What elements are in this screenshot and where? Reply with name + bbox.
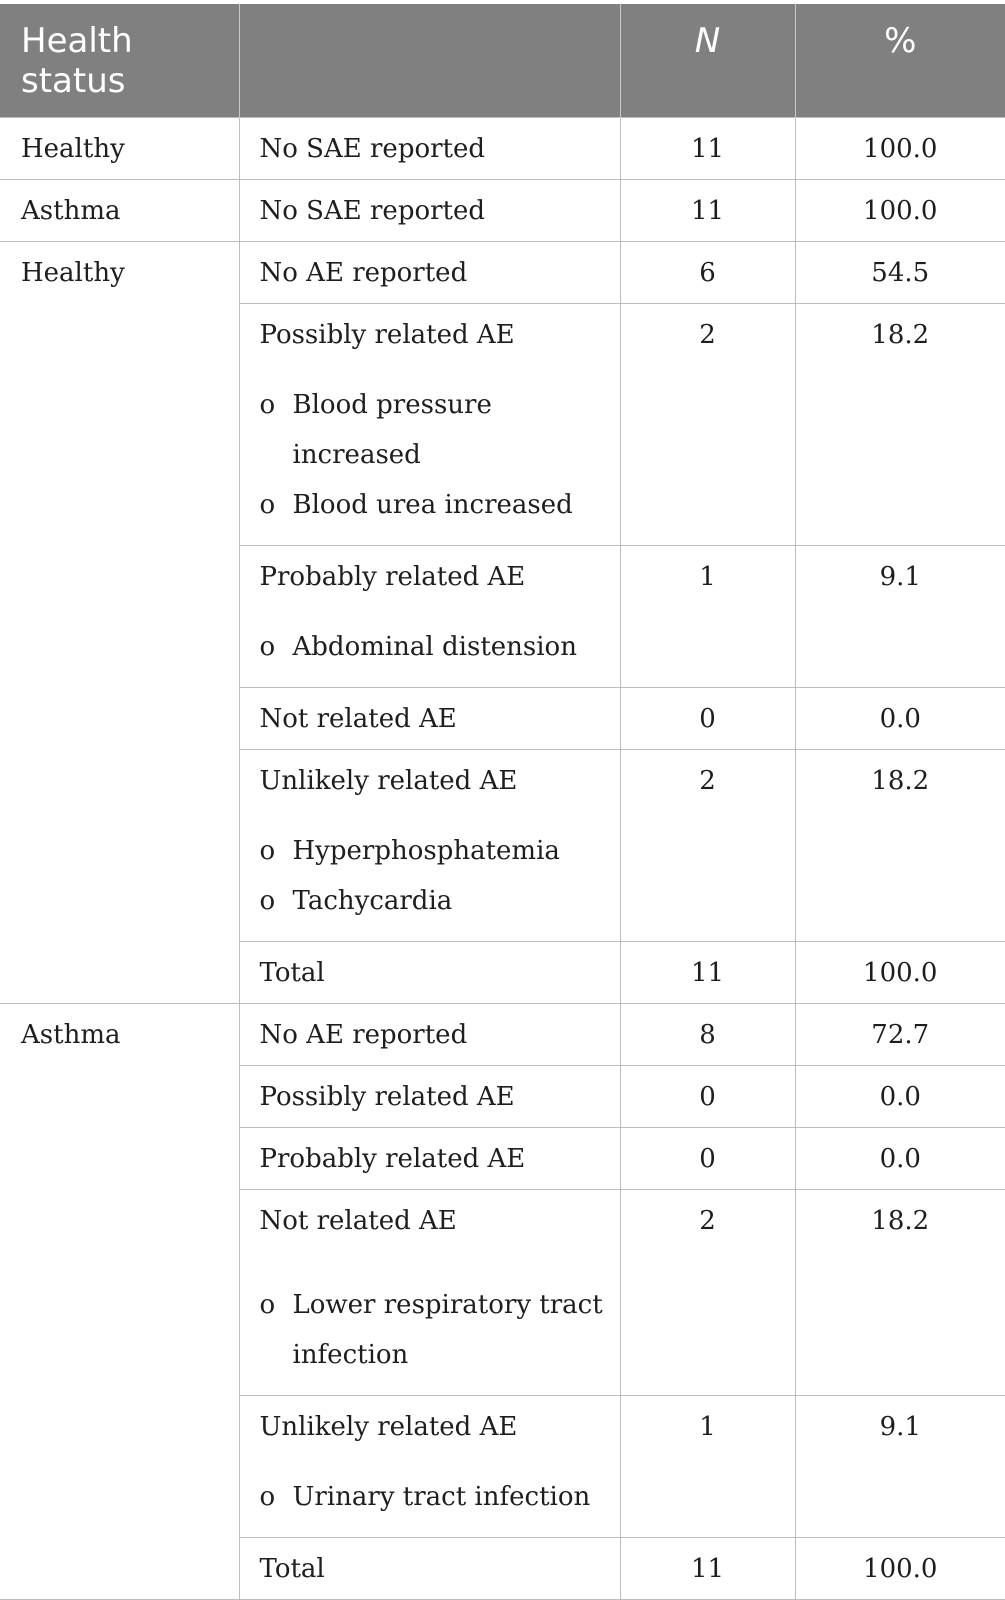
list-item	[260, 1280, 610, 1380]
bullet-marker: o	[259, 390, 276, 420]
total-cell: Total	[239, 942, 620, 1004]
count-cell: 1	[620, 1396, 795, 1538]
header-description	[239, 4, 620, 118]
count-cell: 8	[620, 1004, 795, 1066]
list-item	[260, 622, 610, 672]
count-cell: 11	[620, 118, 795, 180]
percent-cell: 72.7	[795, 1004, 1005, 1066]
event-cell	[239, 1396, 620, 1538]
event-detail: Blood urea increased	[292, 490, 573, 520]
table-row	[0, 180, 1005, 242]
percent-cell: 100.0	[795, 1538, 1005, 1600]
event-detail: Abdominal distension	[292, 632, 577, 662]
event-label: Unlikely related AE	[259, 766, 518, 796]
count-cell: 0	[620, 1128, 795, 1190]
header-row	[0, 4, 1005, 118]
bullet-marker: o	[259, 886, 276, 916]
count-cell: 11	[620, 942, 795, 1004]
percent-cell: 18.2	[795, 750, 1005, 942]
health-status-cell: Asthma	[0, 1004, 239, 1600]
event-label: Probably related AE	[259, 562, 526, 592]
header-n: N	[620, 4, 795, 118]
event-detail: Hyperphosphatemia	[292, 836, 560, 866]
count-cell: 0	[620, 1066, 795, 1128]
percent-cell: 100.0	[795, 118, 1005, 180]
list-item	[260, 480, 610, 530]
event-cell: No SAE reported	[239, 180, 620, 242]
event-detail: Lower respiratory tract infection	[292, 1290, 603, 1370]
event-cell: Not related AE	[239, 688, 620, 750]
event-cell: No SAE reported	[239, 118, 620, 180]
count-cell: 2	[620, 304, 795, 546]
count-cell: 2	[620, 1190, 795, 1396]
event-detail: Tachycardia	[292, 886, 453, 916]
event-cell: Probably related AE	[239, 1128, 620, 1190]
total-cell: Total	[239, 1538, 620, 1600]
list-item	[260, 876, 610, 926]
health-status-cell: Healthy	[0, 242, 239, 1004]
adverse-events-table	[0, 4, 1005, 1600]
count-cell: 1	[620, 546, 795, 688]
percent-cell: 18.2	[795, 304, 1005, 546]
header-health-status: Health status	[0, 4, 239, 118]
percent-cell: 18.2	[795, 1190, 1005, 1396]
percent-cell: 9.1	[795, 1396, 1005, 1538]
event-label: Unlikely related AE	[259, 1412, 518, 1442]
table-row	[0, 242, 1005, 304]
table-row	[0, 118, 1005, 180]
count-cell: 2	[620, 750, 795, 942]
list-item	[260, 1472, 610, 1522]
event-cell	[239, 546, 620, 688]
event-cell: No AE reported	[239, 1004, 620, 1066]
percent-cell: 100.0	[795, 180, 1005, 242]
table-row	[0, 1004, 1005, 1066]
event-label: Possibly related AE	[259, 320, 515, 350]
event-cell: Possibly related AE	[239, 1066, 620, 1128]
bullet-marker: o	[259, 1290, 276, 1320]
bullet-marker: o	[259, 632, 276, 662]
event-label: Not related AE	[259, 1206, 457, 1236]
count-cell: 6	[620, 242, 795, 304]
health-status-cell: Asthma	[0, 180, 239, 242]
header-percent: %	[795, 4, 1005, 118]
percent-cell: 0.0	[795, 1128, 1005, 1190]
event-detail: Blood pressure increased	[292, 390, 492, 470]
count-cell: 11	[620, 180, 795, 242]
percent-cell: 9.1	[795, 546, 1005, 688]
event-detail: Urinary tract infection	[292, 1482, 591, 1512]
event-cell: No AE reported	[239, 242, 620, 304]
percent-cell: 100.0	[795, 942, 1005, 1004]
percent-cell: 0.0	[795, 688, 1005, 750]
percent-cell: 0.0	[795, 1066, 1005, 1128]
percent-cell: 54.5	[795, 242, 1005, 304]
event-cell	[239, 1190, 620, 1396]
bullet-marker: o	[259, 836, 276, 866]
count-cell: 11	[620, 1538, 795, 1600]
bullet-marker: o	[259, 1482, 276, 1512]
list-item	[260, 380, 610, 480]
bullet-marker: o	[259, 490, 276, 520]
list-item	[260, 826, 610, 876]
event-cell	[239, 750, 620, 942]
event-cell	[239, 304, 620, 546]
count-cell: 0	[620, 688, 795, 750]
health-status-cell: Healthy	[0, 118, 239, 180]
